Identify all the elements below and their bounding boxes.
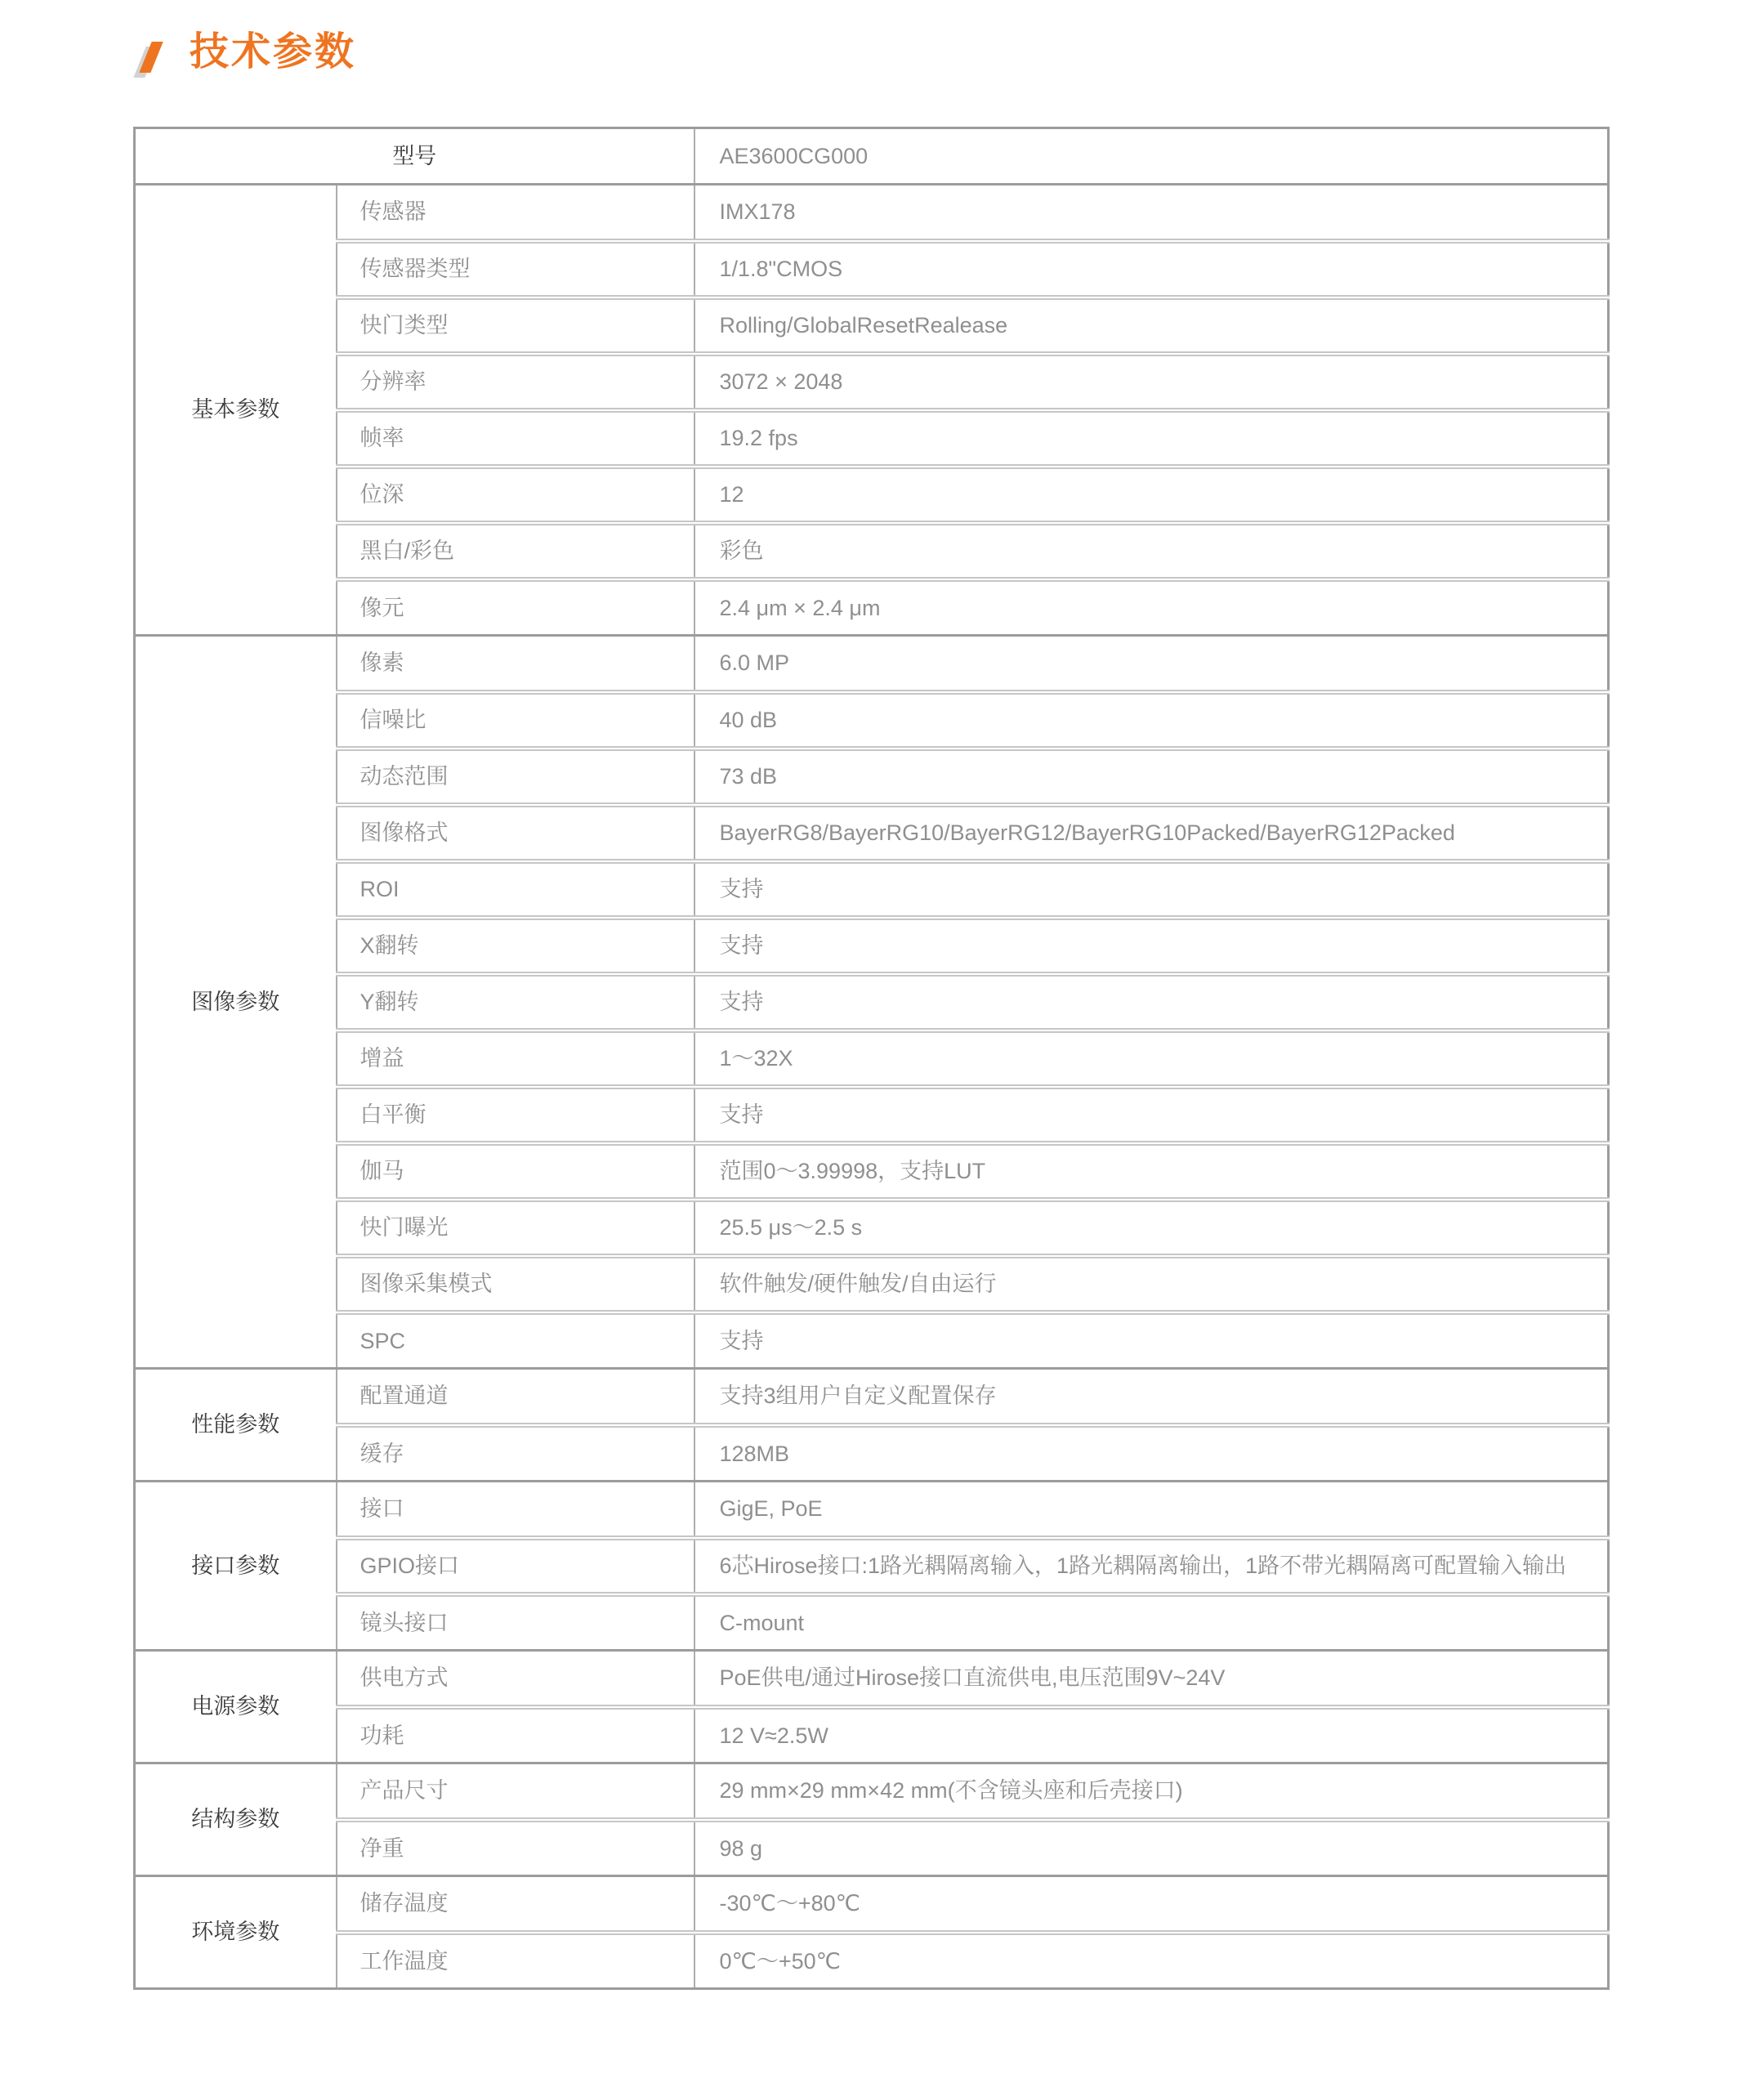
spec-value-cell: 支持	[694, 918, 1609, 974]
spec-row	[135, 467, 1609, 523]
spec-value-cell: 40 dB	[694, 692, 1609, 749]
spec-value-cell: Rolling/GlobalResetRealease	[694, 297, 1609, 354]
spec-value-cell: BayerRG8/BayerRG10/BayerRG12/BayerRG10Packed/BayerRG12Packed	[694, 805, 1609, 861]
model-label-cell: 型号	[135, 128, 694, 185]
spec-row	[135, 861, 1609, 918]
spec-value-cell: GigE, PoE	[694, 1482, 1609, 1538]
section-label-cell: 接口参数	[135, 1482, 337, 1651]
spec-row	[135, 749, 1609, 805]
spec-row	[135, 1933, 1609, 1989]
spec-row	[135, 1425, 1609, 1482]
model-value-cell: AE3600CG000	[694, 128, 1609, 185]
spec-value-cell: 3072 × 2048	[694, 354, 1609, 410]
spec-name-cell: 图像格式	[337, 805, 694, 861]
spec-name-cell: 快门类型	[337, 297, 694, 354]
spec-value-cell: PoE供电/通过Hirose接口直流供电,电压范围9V~24V	[694, 1651, 1609, 1707]
spec-name-cell: X翻转	[337, 918, 694, 974]
spec-value-cell: 支持	[694, 1312, 1609, 1369]
spec-value-cell: 19.2 fps	[694, 410, 1609, 467]
spec-name-cell: 像元	[337, 579, 694, 636]
spec-name-cell: 储存温度	[337, 1876, 694, 1933]
spec-row	[135, 1876, 1609, 1933]
spec-row	[135, 692, 1609, 749]
spec-name-cell: 接口	[337, 1482, 694, 1538]
spec-name-cell: 伽马	[337, 1143, 694, 1200]
spec-name-cell: 位深	[337, 467, 694, 523]
spec-value-cell: 1～32X	[694, 1030, 1609, 1087]
spec-name-cell: 传感器类型	[337, 241, 694, 297]
spec-name-cell: 配置通道	[337, 1369, 694, 1425]
spec-name-cell: 像素	[337, 636, 694, 692]
spec-value-cell: 73 dB	[694, 749, 1609, 805]
model-row	[135, 128, 1609, 185]
section-label-cell: 基本参数	[135, 185, 337, 636]
page-title: 技术参数	[190, 30, 357, 74]
spec-row	[135, 1030, 1609, 1087]
spec-name-cell: 信噪比	[337, 692, 694, 749]
spec-row	[135, 636, 1609, 692]
spec-value-cell: 128MB	[694, 1425, 1609, 1482]
spec-name-cell: 图像采集模式	[337, 1256, 694, 1312]
spec-row	[135, 1820, 1609, 1876]
spec-name-cell: Y翻转	[337, 974, 694, 1030]
spec-row	[135, 523, 1609, 579]
spec-value-cell: 6.0 MP	[694, 636, 1609, 692]
spec-name-cell: 缓存	[337, 1425, 694, 1482]
spec-row	[135, 1200, 1609, 1256]
spec-value-cell: 12 V≈2.5W	[694, 1707, 1609, 1763]
spec-name-cell: 工作温度	[337, 1933, 694, 1989]
spec-value-cell: 2.4 μm × 2.4 μm	[694, 579, 1609, 636]
spec-name-cell: GPIO接口	[337, 1538, 694, 1594]
spec-value-cell: 98 g	[694, 1820, 1609, 1876]
spec-name-cell: 功耗	[337, 1707, 694, 1763]
spec-value-cell: 25.5 μs～2.5 s	[694, 1200, 1609, 1256]
spec-name-cell: SPC	[337, 1312, 694, 1369]
spec-row	[135, 1763, 1609, 1820]
spec-name-cell: 产品尺寸	[337, 1763, 694, 1820]
spec-value-cell: 12	[694, 467, 1609, 523]
section-label-cell: 图像参数	[135, 636, 337, 1369]
spec-value-cell: 支持3组用户自定义配置保存	[694, 1369, 1609, 1425]
spec-table-body	[135, 128, 1609, 1989]
spec-name-cell: 镜头接口	[337, 1594, 694, 1651]
spec-row	[135, 1143, 1609, 1200]
spec-table	[133, 127, 1610, 1990]
spec-row	[135, 1256, 1609, 1312]
spec-name-cell: 分辨率	[337, 354, 694, 410]
spec-row	[135, 918, 1609, 974]
section-label-cell: 电源参数	[135, 1651, 337, 1763]
spec-row	[135, 410, 1609, 467]
spec-value-cell: IMX178	[694, 185, 1609, 241]
spec-row	[135, 1312, 1609, 1369]
spec-value-cell: C-mount	[694, 1594, 1609, 1651]
spec-value-cell: 0℃～+50℃	[694, 1933, 1609, 1989]
spec-name-cell: 传感器	[337, 185, 694, 241]
spec-row	[135, 974, 1609, 1030]
spec-name-cell: 黑白/彩色	[337, 523, 694, 579]
spec-row	[135, 1087, 1609, 1143]
spec-row	[135, 185, 1609, 241]
section-label-cell: 环境参数	[135, 1876, 337, 1989]
spec-value-cell: 彩色	[694, 523, 1609, 579]
spec-row	[135, 1482, 1609, 1538]
section-title	[132, 28, 356, 77]
spec-name-cell: ROI	[337, 861, 694, 918]
spec-row	[135, 241, 1609, 297]
spec-value-cell: 软件触发/硬件触发/自由运行	[694, 1256, 1609, 1312]
spec-row	[135, 297, 1609, 354]
spec-name-cell: 净重	[337, 1820, 694, 1876]
spec-row	[135, 1538, 1609, 1594]
spec-row	[135, 354, 1609, 410]
section-label-cell: 性能参数	[135, 1369, 337, 1482]
spec-name-cell: 增益	[337, 1030, 694, 1087]
spec-row	[135, 1707, 1609, 1763]
spec-name-cell: 白平衡	[337, 1087, 694, 1143]
spec-value-cell: 29 mm×29 mm×42 mm(不含镜头座和后壳接口)	[694, 1763, 1609, 1820]
spec-value-cell: 支持	[694, 1087, 1609, 1143]
spec-name-cell: 快门曝光	[337, 1200, 694, 1256]
spec-value-cell: 1/1.8"CMOS	[694, 241, 1609, 297]
spec-value-cell: 支持	[694, 861, 1609, 918]
spec-value-cell: -30℃～+80℃	[694, 1876, 1609, 1933]
spec-name-cell: 动态范围	[337, 749, 694, 805]
slash-icon	[132, 28, 175, 77]
spec-value-cell: 支持	[694, 974, 1609, 1030]
section-label-cell: 结构参数	[135, 1763, 337, 1876]
spec-row	[135, 1594, 1609, 1651]
spec-row	[135, 579, 1609, 636]
spec-row	[135, 1651, 1609, 1707]
spec-value-cell: 6芯Hirose接口:1路光耦隔离输入，1路光耦隔离输出，1路不带光耦隔离可配置输入输出	[694, 1538, 1609, 1594]
spec-name-cell: 供电方式	[337, 1651, 694, 1707]
spec-row	[135, 1369, 1609, 1425]
spec-value-cell: 范围0～3.99998，支持LUT	[694, 1143, 1609, 1200]
spec-name-cell: 帧率	[337, 410, 694, 467]
spec-row	[135, 805, 1609, 861]
